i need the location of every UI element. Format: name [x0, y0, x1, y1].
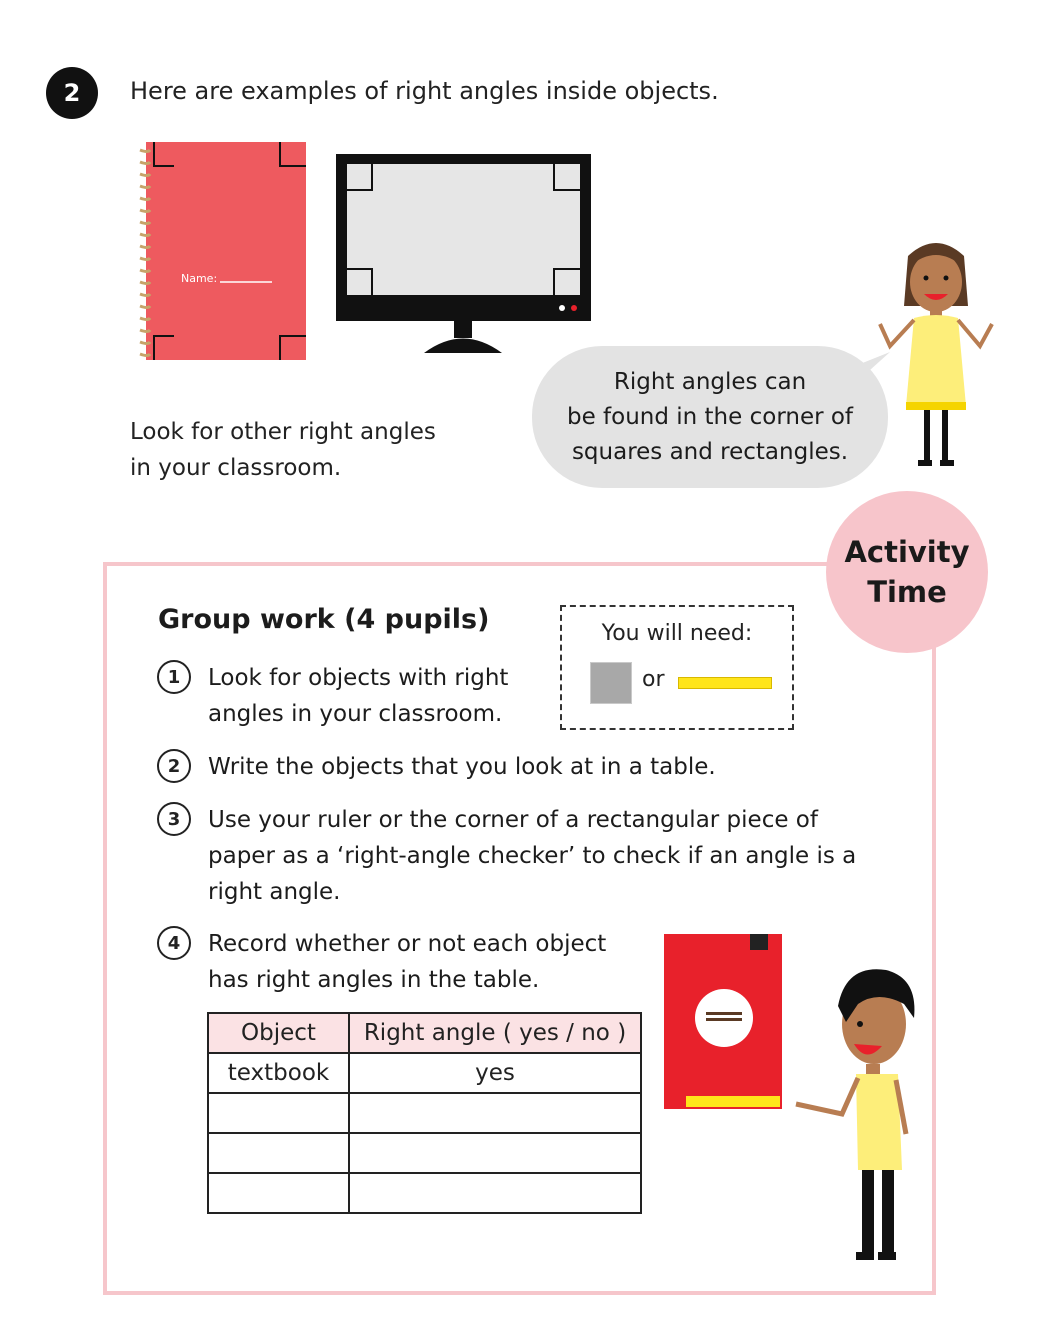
materials-title: You will need:	[601, 621, 753, 646]
girl-character	[874, 236, 1000, 472]
ruler-icon	[678, 677, 772, 689]
group-work-title: Group work (4 pupils)	[158, 604, 490, 635]
speech-line: be found in the corner of	[566, 403, 854, 430]
notebook-name-label: Name:	[181, 272, 218, 285]
table-cell-object[interactable]: textbook	[208, 1053, 349, 1093]
speech-bubble	[532, 346, 888, 488]
activity-time-badge	[826, 491, 988, 653]
table-row	[208, 1053, 641, 1093]
table-header-right-angle: Right angle ( yes / no )	[349, 1013, 641, 1053]
step-line: has right angles in the table.	[208, 967, 540, 993]
step-line: Look for objects with right	[208, 665, 509, 691]
paper-square-icon	[590, 662, 632, 704]
table-cell-object[interactable]	[208, 1093, 349, 1133]
notebook-illustration	[134, 140, 308, 362]
speech-line: Right angles can	[613, 368, 807, 395]
materials-or: or	[642, 667, 665, 692]
step-2-text	[208, 749, 888, 785]
table-row	[208, 1093, 641, 1133]
monitor-illustration	[336, 154, 592, 354]
step-number-4: 4	[157, 926, 191, 960]
step-number-3: 3	[157, 802, 191, 836]
question-number-badge: 2	[46, 67, 98, 119]
step-line: paper as a ‘right-angle checker’ to check if an angle is a	[208, 843, 857, 869]
question-intro-text: Here are examples of right angles inside objects.	[130, 77, 719, 105]
table-cell-answer[interactable]	[349, 1173, 641, 1213]
table-cell-answer[interactable]	[349, 1133, 641, 1173]
hint-line: Look for other right angles	[130, 419, 436, 445]
table-cell-answer[interactable]	[349, 1093, 641, 1133]
activity-badge-line: Activity	[844, 535, 970, 569]
speech-line: squares and rectangles.	[571, 438, 849, 465]
table-cell-answer[interactable]: yes	[349, 1053, 641, 1093]
step-line: right angle.	[208, 879, 341, 905]
record-table	[207, 1012, 642, 1214]
step-number-2: 2	[157, 749, 191, 783]
materials-box	[560, 605, 794, 730]
step-line: Record whether or not each object	[208, 931, 607, 957]
table-row	[208, 1173, 641, 1213]
hint-line: in your classroom.	[130, 455, 342, 481]
table-header-row	[208, 1013, 641, 1053]
step-line: Write the objects that you look at in a table.	[208, 754, 716, 780]
step-4-text	[208, 926, 648, 998]
textbook-illustration	[664, 934, 784, 1110]
step-3-text	[208, 802, 908, 910]
step-1-text	[208, 660, 548, 732]
table-header-object: Object	[208, 1013, 349, 1053]
classroom-hint	[130, 414, 490, 486]
table-cell-object[interactable]	[208, 1133, 349, 1173]
table-row	[208, 1133, 641, 1173]
step-number-1: 1	[157, 660, 191, 694]
step-line: angles in your classroom.	[208, 701, 503, 727]
activity-badge-line: Time	[867, 575, 947, 609]
table-cell-object[interactable]	[208, 1173, 349, 1213]
boy-character	[786, 964, 920, 1268]
step-line: Use your ruler or the corner of a rectangular piece of	[208, 807, 818, 833]
